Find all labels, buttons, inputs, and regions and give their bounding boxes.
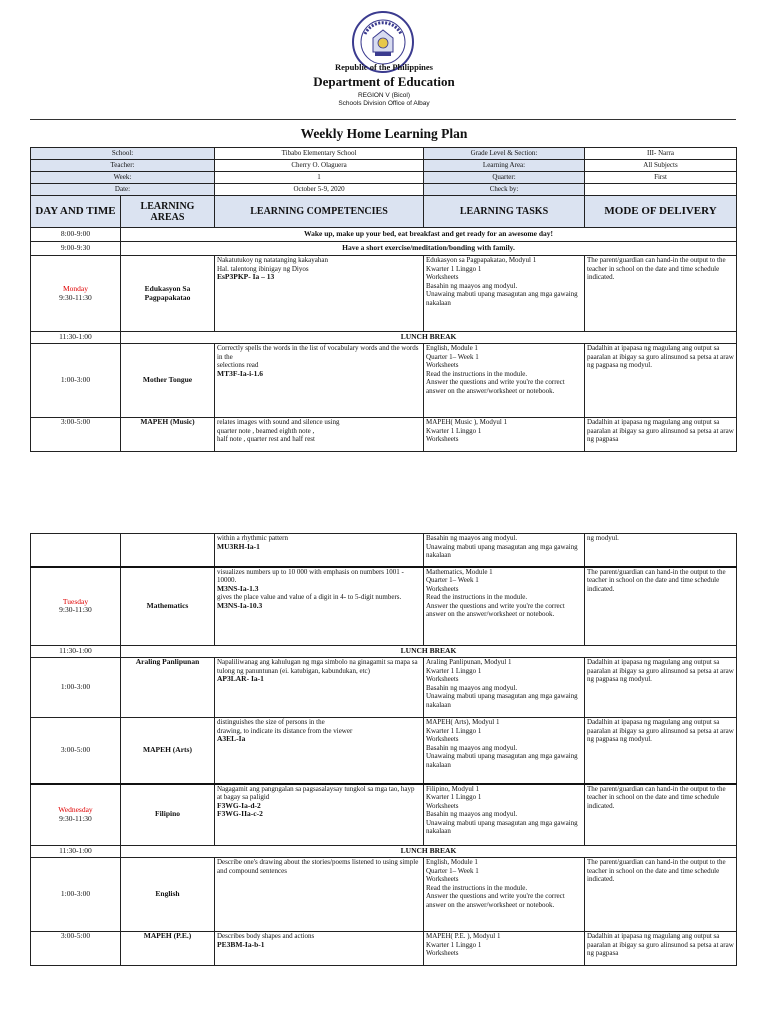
time-cell: 9:00-9:30 [31, 242, 121, 256]
competency-text: Correctly spells the words in the list of vocabulary words and the words in the selections read [217, 344, 419, 370]
table-row [31, 228, 737, 242]
delivery-cell: Dadalhin at ipapasa ng magulang ang output sa paaralan at ibigay sa guro alinsunod sa petsa at araw ng pagpasa ng modyul. [585, 658, 737, 718]
time-cell: 8:00-9:00 [31, 228, 121, 242]
date-value: October 5-9, 2020 [215, 184, 424, 196]
competency-cell: Describe one's drawing about the stories/poems listened to using simple and compound sentences [215, 858, 424, 932]
lunch-break: LUNCH BREAK [121, 646, 737, 658]
quarter-label: Quarter: [424, 172, 585, 184]
competency-text: Napaliliwanag ang kahulugan ng mga simbolo na ginagamit sa mapa sa tulong ng panuntunan (ei. katubigan, kabundukan, etc) [217, 658, 418, 675]
competency-code: MU3RH-Ia-1 [217, 541, 260, 551]
delivery-cell: Dadalhin at ipapasa ng magulang ang output sa paaralan at ibigay sa guro alinsunod sa petsa at araw ng pagpasa ng modyul. [585, 718, 737, 784]
table-row [31, 242, 737, 256]
school-value: Tibabo Elementary School [215, 148, 424, 160]
lunch-break: LUNCH BREAK [121, 332, 737, 344]
learning-plan-table-page-2 [30, 533, 737, 966]
tasks-cell: MAPEH( P.E. ), Modyul 1 Kwarter 1 Linggo 1 Worksheets [424, 932, 585, 966]
grade-value: III- Narra [585, 148, 737, 160]
delivery-cell: Dadalhin at ipapasa ng magulang ang output sa paaralan at ibigay sa guro alinsunod sa petsa at araw ng pagpasa [585, 418, 737, 452]
tasks-cell: MAPEH( Arts), Modyul 1 Kwarter 1 Linggo 1 Worksheets Basahin ng maayos ang modyul. Unawaing mabuti upang masagutan ang mga gawaing nakalaan [424, 718, 585, 784]
competency-code: AP3LAR- Ia-1 [217, 674, 264, 684]
delivery-cell: The parent/guardian can hand-in the output to the teacher in school on the date and time schedule indicated. [585, 567, 737, 646]
competency-cell [215, 718, 424, 784]
table-row [31, 344, 737, 418]
time-cell: 3:00-5:00 [31, 718, 121, 784]
quarter-value: First [585, 172, 737, 184]
tasks-cell: MAPEH( Music ), Modyul 1 Kwarter 1 Linggo 1 Worksheets [424, 418, 585, 452]
delivery-cell: Dadalhin at ipapasa ng magulang ang output sa paaralan at ibigay sa guro alinsunod sa petsa at araw ng pagpasa [585, 932, 737, 966]
time-cell: 1:00-3:00 [31, 344, 121, 418]
table-row [31, 567, 737, 646]
table-row [31, 718, 737, 784]
competency-code: MT3F-Ia-i-1.6 [217, 368, 264, 378]
competency-cell [215, 534, 424, 567]
learning-plan-table-page-1 [30, 147, 737, 452]
learning-area-cell: MAPEH (Music) [121, 418, 215, 452]
time-cell: 1:00-3:00 [31, 858, 121, 932]
region-label: REGION V (Bicol) [357, 92, 410, 99]
competency-text: visualizes numbers up to 10 000 with emphasis on numbers 1001 - 10000. [217, 567, 404, 585]
learning-area-cell: MAPEH (P.E.) [121, 932, 215, 966]
department-name: Department of Education [313, 74, 455, 89]
table-row [31, 256, 737, 332]
delivery-cell: Dadalhin at ipapasa ng magulang ang output sa paaralan at ibigay sa guro alinsunod sa petsa at araw ng pagpasa ng modyul. [585, 344, 737, 418]
tasks-cell: Araling Panlipunan, Modyul 1 Kwarter 1 Linggo 1 Worksheets Basahin ng maayos ang modyul. Unawaing mabuti upang masagutan ang mga gawaing nakalaan [424, 658, 585, 718]
table-row [31, 784, 737, 846]
competency-cell [215, 256, 424, 332]
day-label: Wednesday [58, 805, 93, 815]
check-by-value [585, 184, 737, 196]
competency-code: F3WG-Ia-d-2 [217, 800, 261, 810]
info-row-week [31, 172, 737, 184]
competency-code: F3WG-IIa-c-2 [217, 809, 263, 819]
competency-cell [215, 658, 424, 718]
competency-cell [215, 784, 424, 846]
info-row-school [31, 148, 737, 160]
delivery-cell: The parent/guardian can hand-in the output to the teacher in school on the date and time schedule indicated. [585, 858, 737, 932]
delivery-cell: The parent/guardian can hand-in the output to the teacher in school on the date and time schedule indicated. [585, 256, 737, 332]
lunch-break: LUNCH BREAK [121, 846, 737, 858]
tasks-cell: Basahin ng maayos ang modyul. Unawaing mabuti upang masagutan ang mga gawaing nakalaan [424, 534, 585, 567]
info-row-date [31, 184, 737, 196]
col-mode-of-delivery: MODE OF DELIVERY [585, 196, 737, 228]
competency-code: PE3BM-Ia-b-1 [217, 939, 265, 949]
check-by-label: Check by: [424, 184, 585, 196]
time-cell: 1:00-3:00 [31, 658, 121, 718]
col-day-time: DAY AND TIME [31, 196, 121, 228]
week-label: Week: [31, 172, 215, 184]
republic-label: Republic of the Philippines [334, 62, 433, 72]
table-row [31, 932, 737, 966]
tasks-cell: Mathematics, Module 1 Quarter 1– Week 1 Worksheets Read the instructions in the module. Answer the questions and write you're the correct answer on the answer/worksheet or notebook. [424, 567, 585, 646]
competency-cell [215, 344, 424, 418]
school-label: School: [31, 148, 215, 160]
competency-cell [215, 567, 424, 646]
time-cell [31, 534, 121, 567]
learning-area-cell [121, 534, 215, 567]
competency-cell [215, 932, 424, 966]
day-label: Monday [63, 283, 88, 293]
competency-text: within a rhythmic pattern [217, 534, 288, 542]
info-row-teacher [31, 160, 737, 172]
table-row [31, 858, 737, 932]
routine-text: Have a short exercise/meditation/bonding with family. [121, 242, 737, 256]
competency-text: Describes body shapes and actions [217, 932, 315, 940]
time-cell [31, 256, 121, 332]
learning-area-cell: Mother Tongue [121, 344, 215, 418]
header-divider [30, 119, 736, 120]
time-label: 9:30-11:30 [59, 292, 92, 302]
time-cell: 3:00-5:00 [31, 932, 121, 966]
column-header-row [31, 196, 737, 228]
learning-area-cell: Edukasyon Sa Pagpapakatao [121, 256, 215, 332]
tasks-cell: Edukasyon sa Pagpapakatao, Modyul 1 Kwarter 1 Linggo 1 Worksheets Basahin ng maayos ang modyul. Unawaing mabuti upang masagutan ang mga gawaing nakalaan [424, 256, 585, 332]
learning-area-cell: English [121, 858, 215, 932]
table-row [31, 332, 737, 344]
competency-code: A3EL-Ia [217, 734, 246, 744]
time-cell: 11:30-1:00 [31, 646, 121, 658]
delivery-cell: The parent/guardian can hand-in the output to the teacher in school on the date and time schedule indicated. [585, 784, 737, 846]
competency-text: Nagagamit ang pangngalan sa pagsasalaysay tungkol sa mga tao, hayp at bagay sa paligid [217, 784, 415, 802]
time-cell: 3:00-5:00 [31, 418, 121, 452]
col-learning-competencies: LEARNING COMPETENCIES [215, 196, 424, 228]
learning-area-cell: Filipino [121, 784, 215, 846]
learning-area-value: All Subjects [585, 160, 737, 172]
competency-code: M3NS-Ia-1.3 [217, 583, 259, 593]
col-learning-areas: LEARNING AREAS [121, 196, 215, 228]
time-cell: 11:30-1:00 [31, 846, 121, 858]
division-label: Schools Division Office of Albay [338, 100, 430, 107]
time-cell [31, 567, 121, 646]
competency-text: distinguishes the size of persons in the drawing, to indicate its distance from the viewer [217, 718, 353, 735]
table-row [31, 418, 737, 452]
learning-area-cell: MAPEH (Arts) [121, 718, 215, 784]
delivery-cell: ng modyul. [585, 534, 737, 567]
time-cell [31, 784, 121, 846]
table-row [31, 846, 737, 858]
table-row [31, 646, 737, 658]
tasks-cell: English, Module 1 Quarter 1– Week 1 Worksheets Read the instructions in the module. Answer the questions and write you're the correct answer on the answer/worksheet or notebook. [424, 858, 585, 932]
teacher-label: Teacher: [31, 160, 215, 172]
learning-area-label: Learning Area: [424, 160, 585, 172]
time-label: 9:30-11:30 [59, 813, 92, 823]
tasks-cell: Filipino, Modyul 1 Kwarter 1 Linggo 1 Worksheets Basahin ng maayos ang modyul. Unawaing mabuti upang masagutan ang mga gawaing nakalaan [424, 784, 585, 846]
teacher-value: Cherry O. Olaguera [215, 160, 424, 172]
competency-text: gives the place value and value of a digit in 4- to 5-digit numbers. [217, 593, 402, 602]
tasks-cell: English, Module 1 Quarter 1– Week 1 Worksheets Read the instructions in the module. Answer the questions and write you're the correct answer on the answer/worksheet or notebook. [424, 344, 585, 418]
day-label: Tuesday [62, 596, 89, 606]
competency-code: M3NS-Ia-10.3 [217, 600, 263, 610]
time-label: 9:30-11:30 [59, 605, 92, 615]
table-row [31, 534, 737, 567]
learning-area-cell: Mathematics [121, 567, 215, 646]
grade-label: Grade Level & Section: [424, 148, 585, 160]
competency-cell: relates images with sound and silence using quarter note , beamed eighth note , half note , quarter rest and half rest [215, 418, 424, 452]
col-learning-tasks: LEARNING TASKS [424, 196, 585, 228]
time-cell: 11:30-1:00 [31, 332, 121, 344]
competency-text: Nakatutukoy ng natatanging kakayahan Hal. talentong ibinigay ng Diyos [217, 256, 329, 273]
date-label: Date: [31, 184, 215, 196]
page-title: Weekly Home Learning Plan [300, 126, 468, 141]
table-row [31, 658, 737, 718]
routine-text: Wake up, make up your bed, eat breakfast and get ready for an awesome day! [121, 228, 737, 242]
week-value: 1 [215, 172, 424, 184]
learning-area-cell: Araling Panlipunan [121, 658, 215, 718]
competency-code: EsP3PKP- Ia – 13 [217, 272, 275, 282]
